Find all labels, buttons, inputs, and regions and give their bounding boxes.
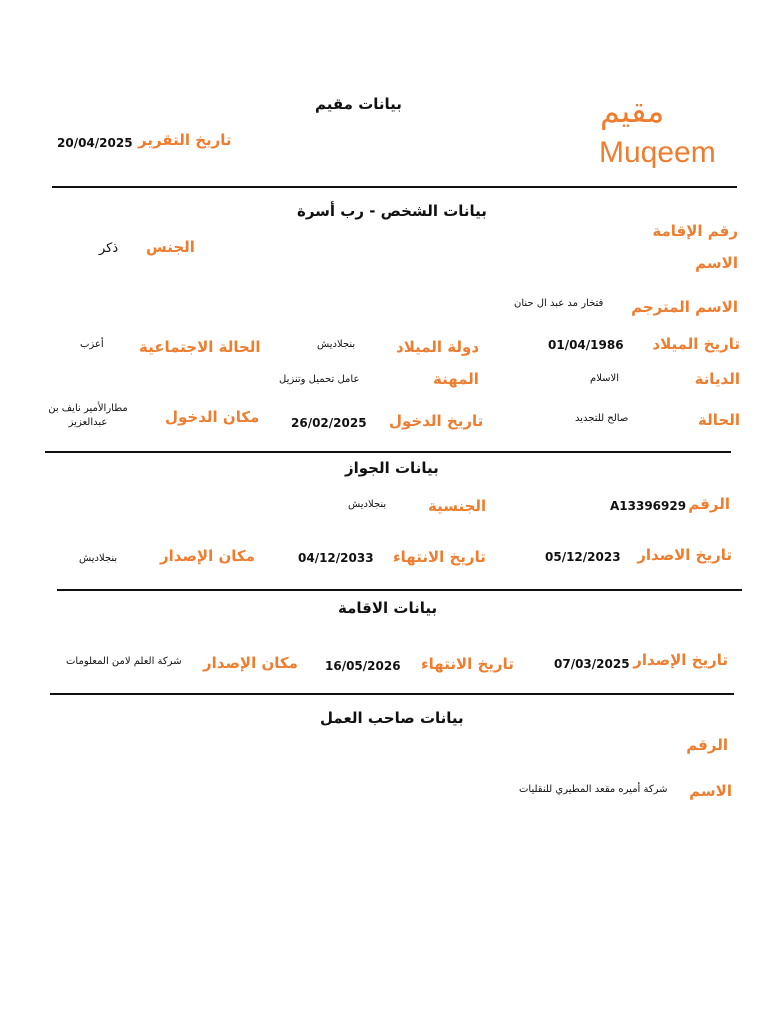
divider-passport xyxy=(57,589,742,591)
passport-number-label: الرقم xyxy=(688,495,730,513)
birth-date-value: 01/04/1986 xyxy=(548,338,624,352)
report-date-label: تاريخ التقرير xyxy=(138,131,232,149)
residence-expiry-value: 16/05/2026 xyxy=(325,659,401,673)
marital-status-value: أعزب xyxy=(80,339,104,350)
residence-issue-date-label: تاريخ الإصدار xyxy=(633,651,728,669)
logo-arabic-text: مقيم xyxy=(600,92,665,130)
birth-country-value: بنجلاديش xyxy=(317,339,356,350)
logo-english-text: Muqeem xyxy=(599,136,716,169)
employer-section-heading: بيانات صاحب العمل xyxy=(320,709,464,727)
page-title: بيانات مقيم xyxy=(315,95,402,113)
occupation-label: المهنة xyxy=(433,370,479,388)
name-label: الاسم xyxy=(695,254,738,272)
entry-place-label: مكان الدخول xyxy=(165,408,260,426)
employer-name-value: شركة أميره مقعد المطيري للنقليات xyxy=(519,784,668,795)
translated-name-value: فتخار مد عبد ال حنان xyxy=(514,298,604,309)
nationality-value: بنجلاديش xyxy=(348,499,387,510)
gender-value: ذكر xyxy=(99,241,119,256)
status-label: الحالة xyxy=(698,411,740,429)
residence-issue-place-value: شركة العلم لامن المعلومات xyxy=(66,656,182,667)
iqama-number-label: رقم الإقامة xyxy=(652,222,738,240)
occupation-value: عامل تحميل وتنزيل xyxy=(279,374,360,385)
entry-date-value: 26/02/2025 xyxy=(291,416,367,430)
entry-place-value: مطارالأمير نايف بن عبدالعزيز xyxy=(48,403,128,428)
passport-section-heading: بيانات الجواز xyxy=(345,459,439,477)
residence-section-heading: بيانات الاقامة xyxy=(338,599,438,617)
birth-date-label: تاريخ الميلاد xyxy=(652,335,740,353)
religion-value: الاسلام xyxy=(590,373,620,384)
residence-expiry-label: تاريخ الانتهاء xyxy=(421,655,514,673)
passport-issue-place-value: بنجلاديش xyxy=(79,553,118,564)
translated-name-label: الاسم المترجم xyxy=(631,298,738,316)
religion-label: الديانة xyxy=(694,370,740,388)
birth-country-label: دولة الميلاد xyxy=(396,338,480,356)
passport-number-value: A13396929 xyxy=(610,499,687,513)
residence-issue-date-value: 07/03/2025 xyxy=(554,657,630,671)
divider-person xyxy=(45,451,731,453)
status-value: صالح للتجديد xyxy=(575,413,629,424)
passport-expiry-value: 04/12/2033 xyxy=(298,551,374,565)
nationality-label: الجنسية xyxy=(428,497,487,515)
residence-issue-place-label: مكان الإصدار xyxy=(203,654,298,672)
passport-issue-place-label: مكان الإصدار xyxy=(160,547,255,565)
person-section-heading: بيانات الشخص - رب أسرة xyxy=(297,202,487,220)
entry-date-label: تاريخ الدخول xyxy=(389,412,484,430)
gender-label: الجنس xyxy=(146,238,195,256)
employer-number-label: الرقم xyxy=(686,736,728,754)
divider-residence xyxy=(50,693,734,695)
passport-issue-date-value: 05/12/2023 xyxy=(545,550,621,564)
passport-issue-date-label: تاريخ الاصدار xyxy=(637,546,732,564)
report-date-value: 20/04/2025 xyxy=(57,136,133,150)
passport-expiry-label: تاريخ الانتهاء xyxy=(393,548,486,566)
marital-status-label: الحالة الاجتماعية xyxy=(139,338,261,356)
employer-name-label: الاسم xyxy=(689,782,732,800)
divider-header xyxy=(52,186,737,188)
